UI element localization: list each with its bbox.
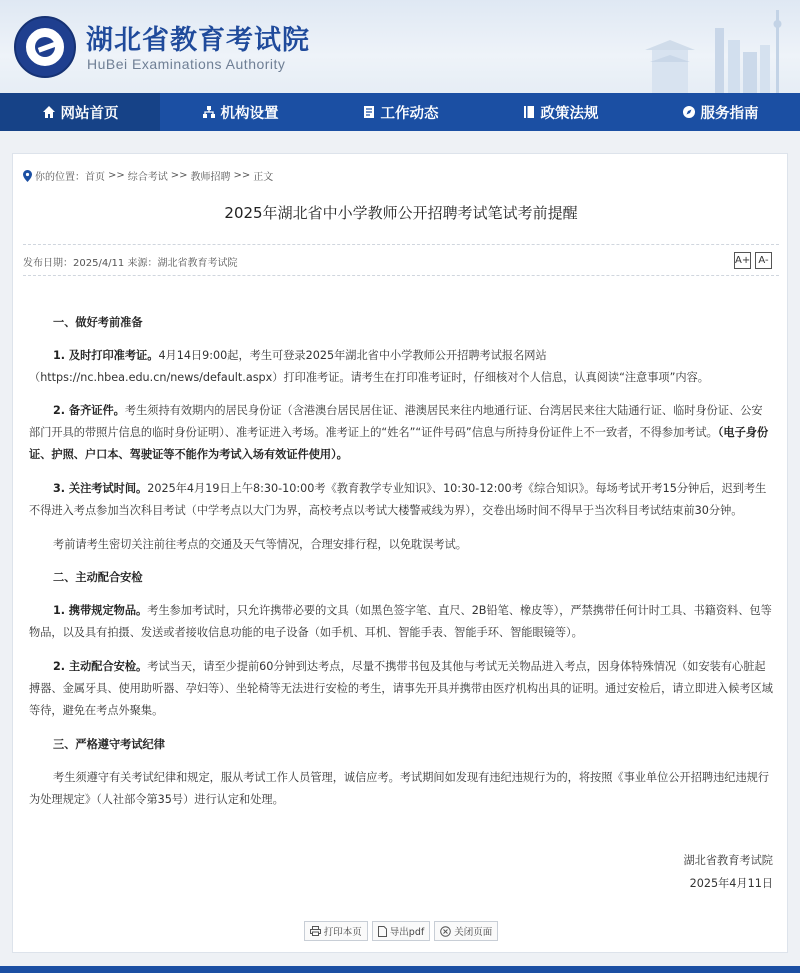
article-meta: 发布日期：2025/4/11 来源：湖北省教育考试院 bbox=[23, 258, 238, 269]
action-buttons bbox=[13, 921, 789, 941]
nav-policy[interactable] bbox=[480, 93, 640, 131]
breadcrumb-home[interactable]: 首页 bbox=[85, 172, 105, 183]
paragraph-text: 2025年4月19日上午8:30-10:00考《教育教学专业知识》、10:30-12:00考《综合知识》。每场考试开考15分钟后，迟到考生不得进入考点参加当次科目考试（中学考点以大门为界，高校考点以考试大楼警戒线为界），交卷出场时间不得早于当次科目考试结束前30分钟。 bbox=[29, 482, 767, 517]
paragraph-text: 考试当天，请至少提前60分钟到达考点，尽量不携带书包及其他与考试无关物品进入考点，因身体特殊情况（如安装有心脏起搏器、金属牙具、使用助听器、孕妇等）、坐轮椅等无法进行安检的考生，请事先开具并携带由医疗机构出具的证明。通过安检后，请立即进入候考区域等待，避免在考点外聚集。 bbox=[29, 660, 773, 717]
nav-organization[interactable] bbox=[160, 93, 320, 131]
breadcrumb-separator: >> bbox=[170, 170, 188, 181]
font-decrease-button[interactable]: A- bbox=[755, 252, 772, 269]
print-label: 打印本页 bbox=[323, 927, 362, 938]
breadcrumb bbox=[23, 168, 273, 183]
breadcrumb-exam[interactable]: 综合考试 bbox=[127, 172, 168, 183]
nav-news-label: 工作动态 bbox=[380, 105, 439, 122]
nav-home-label: 网站首页 bbox=[60, 105, 119, 122]
paragraph-lead: 2. 主动配合安检。 bbox=[53, 660, 148, 673]
nav-organization-label: 机构设置 bbox=[220, 105, 279, 122]
nav-service[interactable] bbox=[640, 93, 800, 131]
export-pdf-button[interactable] bbox=[372, 921, 430, 941]
org-chart-icon bbox=[202, 105, 216, 119]
paragraph-lead: 1. 携带规定物品。 bbox=[53, 604, 148, 617]
font-increase-button[interactable]: A+ bbox=[734, 252, 751, 269]
site-header bbox=[0, 0, 800, 93]
paragraph bbox=[29, 534, 773, 556]
printer-icon bbox=[310, 926, 321, 936]
site-subtitle: HuBei Examinations Authority bbox=[87, 56, 286, 72]
nav-news[interactable] bbox=[320, 93, 480, 131]
home-icon bbox=[42, 105, 56, 119]
article-card bbox=[12, 153, 788, 953]
main-nav bbox=[0, 93, 800, 131]
paragraph bbox=[29, 345, 773, 389]
paragraph bbox=[29, 400, 773, 466]
skyline-decoration bbox=[600, 0, 800, 93]
site-logo[interactable] bbox=[14, 16, 76, 78]
breadcrumb-separator: >> bbox=[233, 170, 251, 181]
paragraph bbox=[29, 600, 773, 644]
nav-policy-label: 政策法规 bbox=[540, 105, 599, 122]
breadcrumb-current: 正文 bbox=[253, 172, 274, 183]
paragraph bbox=[29, 656, 773, 722]
paragraph-text: 4月14日9:00起，考生可登录2025年湖北省中小学教师公开招聘考试报名网站（https://nc.hbea.edu.cn/news/default.aspx）打印准考证。请考生在打印准考证时，仔细核对个人信息，认真阅读“注意事项”内容。 bbox=[29, 349, 709, 384]
nav-home[interactable] bbox=[0, 93, 160, 131]
article-title: 2025年湖北省中小学教师公开招聘考试笔试考前提醒 bbox=[224, 204, 578, 222]
paragraph bbox=[29, 767, 773, 811]
signature-org: 湖北省教育考试院 bbox=[683, 854, 773, 867]
breadcrumb-prefix: 你的位置： bbox=[35, 172, 85, 183]
breadcrumb-teacher[interactable]: 教师招聘 bbox=[190, 172, 231, 183]
book-icon bbox=[522, 105, 536, 119]
breadcrumb-separator: >> bbox=[108, 170, 125, 181]
signature-date: 2025年4月11日 bbox=[689, 877, 773, 890]
paragraph-lead: 3. 关注考试时间。 bbox=[53, 482, 148, 495]
paragraph-emphasis: （电子身份证、护照、户口本、驾驶证等不能作为考试入场有效证件使用）。 bbox=[29, 426, 769, 461]
close-page-button[interactable] bbox=[434, 921, 498, 941]
section-heading: 二、主动配合安检 bbox=[53, 571, 143, 584]
nav-service-label: 服务指南 bbox=[700, 105, 759, 122]
paragraph-text: 考生须持有效期内的居民身份证（含港澳台居民居住证、港澳居民来往内地通行证、台湾居民来往大陆通行证、临时身份证、公安部门开具的带照片信息的临时身份证明）、准考证进入考场。准考证上的“姓名”“证件号码”信息与所持身份证件上不一致者，不得参加考试。 bbox=[29, 404, 763, 439]
print-button[interactable] bbox=[304, 921, 368, 941]
section-heading: 一、做好考前准备 bbox=[53, 316, 143, 329]
paragraph-text: 考前请考生密切关注前往考点的交通及天气等情况，合理安排行程，以免耽误考试。 bbox=[53, 538, 467, 551]
paragraph-lead: 1. 及时打印准考证。 bbox=[53, 349, 159, 362]
export-pdf-label: 导出pdf bbox=[389, 927, 425, 938]
paragraph-text: 考生参加考试时，只允许携带必要的文具（如黑色签字笔、直尺、2B铅笔、橡皮等），严禁携带任何计时工具、书籍资料、包等物品，以及具有拍摄、发送或者接收信息功能的电子设备（如手机、耳机、智能手表、智能手环、智能眼镜等）。 bbox=[29, 604, 772, 639]
location-pin-icon bbox=[23, 170, 32, 182]
section-heading: 三、严格遵守考试纪律 bbox=[53, 738, 165, 751]
compass-icon bbox=[682, 105, 696, 119]
paragraph bbox=[29, 478, 773, 522]
footer-bar bbox=[0, 966, 800, 973]
close-page-label: 关闭页面 bbox=[454, 927, 493, 938]
paragraph-lead: 2. 备齐证件。 bbox=[53, 404, 125, 417]
site-title: 湖北省教育考试院 bbox=[86, 25, 310, 56]
article-meta-row bbox=[23, 244, 779, 276]
news-icon bbox=[362, 105, 376, 119]
close-icon bbox=[440, 926, 451, 937]
document-icon bbox=[378, 926, 387, 937]
paragraph-text: 考生须遵守有关考试纪律和规定，服从考试工作人员管理，诚信应考。考试期间如发现有违纪违规行为的，将按照《事业单位公开招聘违纪违规行为处理规定》（人社部令第35号）进行认定和处理。 bbox=[29, 771, 770, 806]
